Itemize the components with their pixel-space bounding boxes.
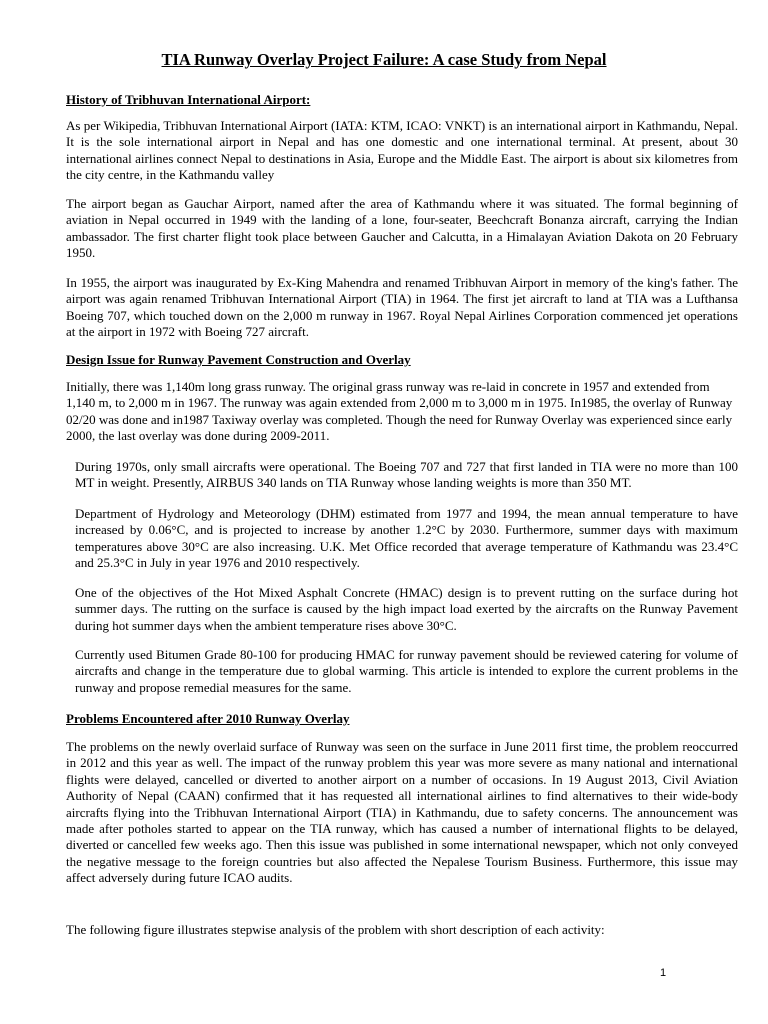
paragraph: Currently used Bitumen Grade 80-100 for producing HMAC for runway pavement should be reviewed catering for volume of aircrafts and change in the temperature due to global warming. This article is intended to explore the current problems in the runway and propose remedial measures for the same.	[75, 647, 738, 695]
paragraph: The following figure illustrates stepwise analysis of the problem with short description of each activity:	[66, 922, 605, 937]
section-heading-history: History of Tribhuvan International Airport:	[66, 92, 311, 107]
paragraph: In 1955, the airport was inaugurated by Ex-King Mahendra and renamed Tribhuvan Airport in memory of the king's father. The airport was again renamed Tribhuvan International Airport (TIA) in 1964. The first jet aircraft to land at TIA was a Lufthansa Boeing 707, which touched down on the 2,000 m runway in 1967. Royal Nepal Airlines Corporation commenced jet operations at the airport in 1972 with Boeing 727 aircraft.	[66, 275, 738, 340]
paragraph: The problems on the newly overlaid surface of Runway was seen on the surface in June 2011 first time, the problem reoccurred in 2012 and this year as well. The impact of the runway problem this year was more severe as many national and international flights were delayed, cancelled or diverted to another airport on a number of occasions. In 19 August 2013, Civil Aviation Authority of Nepal (CAAN) confirmed that it has requested all international airlines to find alternatives to their wide-body aircrafts flying into the Tribhuvan International Airport (TIA) in Kathmandu, due to safety concerns. The announcement was made after potholes started to appear on the TIA runway, which has caused a number of international flights to be delayed, diverted or cancelled few weeks ago. Then this issue was published in some international newspaper, which not only conveyed the negative message to the foreign countries but also affected the Nepalese Tourism Business. Furthermore, this issue may affect adversely during future ICAO audits.	[66, 739, 738, 886]
paragraph: Department of Hydrology and Meteorology (DHM) estimated from 1977 and 1994, the mean annual temperature to have increased by 0.06°C, and is projected to increase by another 1.2°C by 2030. Furthermore, summer days with maximum temperatures above 30°C are also increasing. U.K. Met Office recorded that average temperature of Kathmandu was 23.4°C and 25.3°C in July in year 1976 and 2010 respectively.	[75, 506, 738, 571]
paragraph: During 1970s, only small aircrafts were operational. The Boeing 707 and 727 that first landed in TIA were no more than 100 MT in weight. Presently, AIRBUS 340 lands on TIA Runway whose landing weights is more than 350 MT.	[75, 459, 738, 491]
paragraph: As per Wikipedia, Tribhuvan International Airport (IATA: KTM, ICAO: VNKT) is an international airport in Kathmandu, Nepal. It is the sole international airport in Nepal and has one domestic and one international terminal. At present, about 30 international airlines connect Nepal to destinations in Asia, Europe and the Middle East. The airport is about six kilometres from the city centre, in the Kathmandu valley	[66, 118, 738, 183]
paragraph: One of the objectives of the Hot Mixed Asphalt Concrete (HMAC) design is to prevent rutting on the surface during hot summer days. The rutting on the surface is caused by the high impact load exerted by the aircrafts on the Runway Pavement during hot summer days when the ambient temperature rises above 30°C.	[75, 585, 738, 633]
page-number: 1	[660, 967, 667, 979]
section-heading-design-issue: Design Issue for Runway Pavement Construction and Overlay	[66, 352, 411, 367]
document-title: TIA Runway Overlay Project Failure: A case Study from Nepal	[161, 50, 607, 69]
section-heading-problems: Problems Encountered after 2010 Runway Overlay	[66, 711, 350, 726]
paragraph: Initially, there was 1,140m long grass runway. The original grass runway was re-laid in concrete in 1957 and extended from 1,140 m, to 2,000 m in 1967. The runway was again extended from 2,000 m to 3,000 m in 1975. In1985, the overlay of Runway 02/20 was done and in1987 Taxiway overlay was completed. Though the need for Runway Overlay was experienced since early 2000, the last overlay was done during 2009-2011.	[66, 379, 733, 444]
paragraph: The airport began as Gauchar Airport, named after the area of Kathmandu where it was situated. The formal beginning of aviation in Nepal occurred in 1949 with the landing of a lone, four-seater, Beechcraft Bonanza aircraft, carrying the Indian ambassador. The first charter flight took place between Gaucher and Calcutta, in a Himalayan Aviation Dakota on 20 February 1950.	[66, 196, 738, 261]
